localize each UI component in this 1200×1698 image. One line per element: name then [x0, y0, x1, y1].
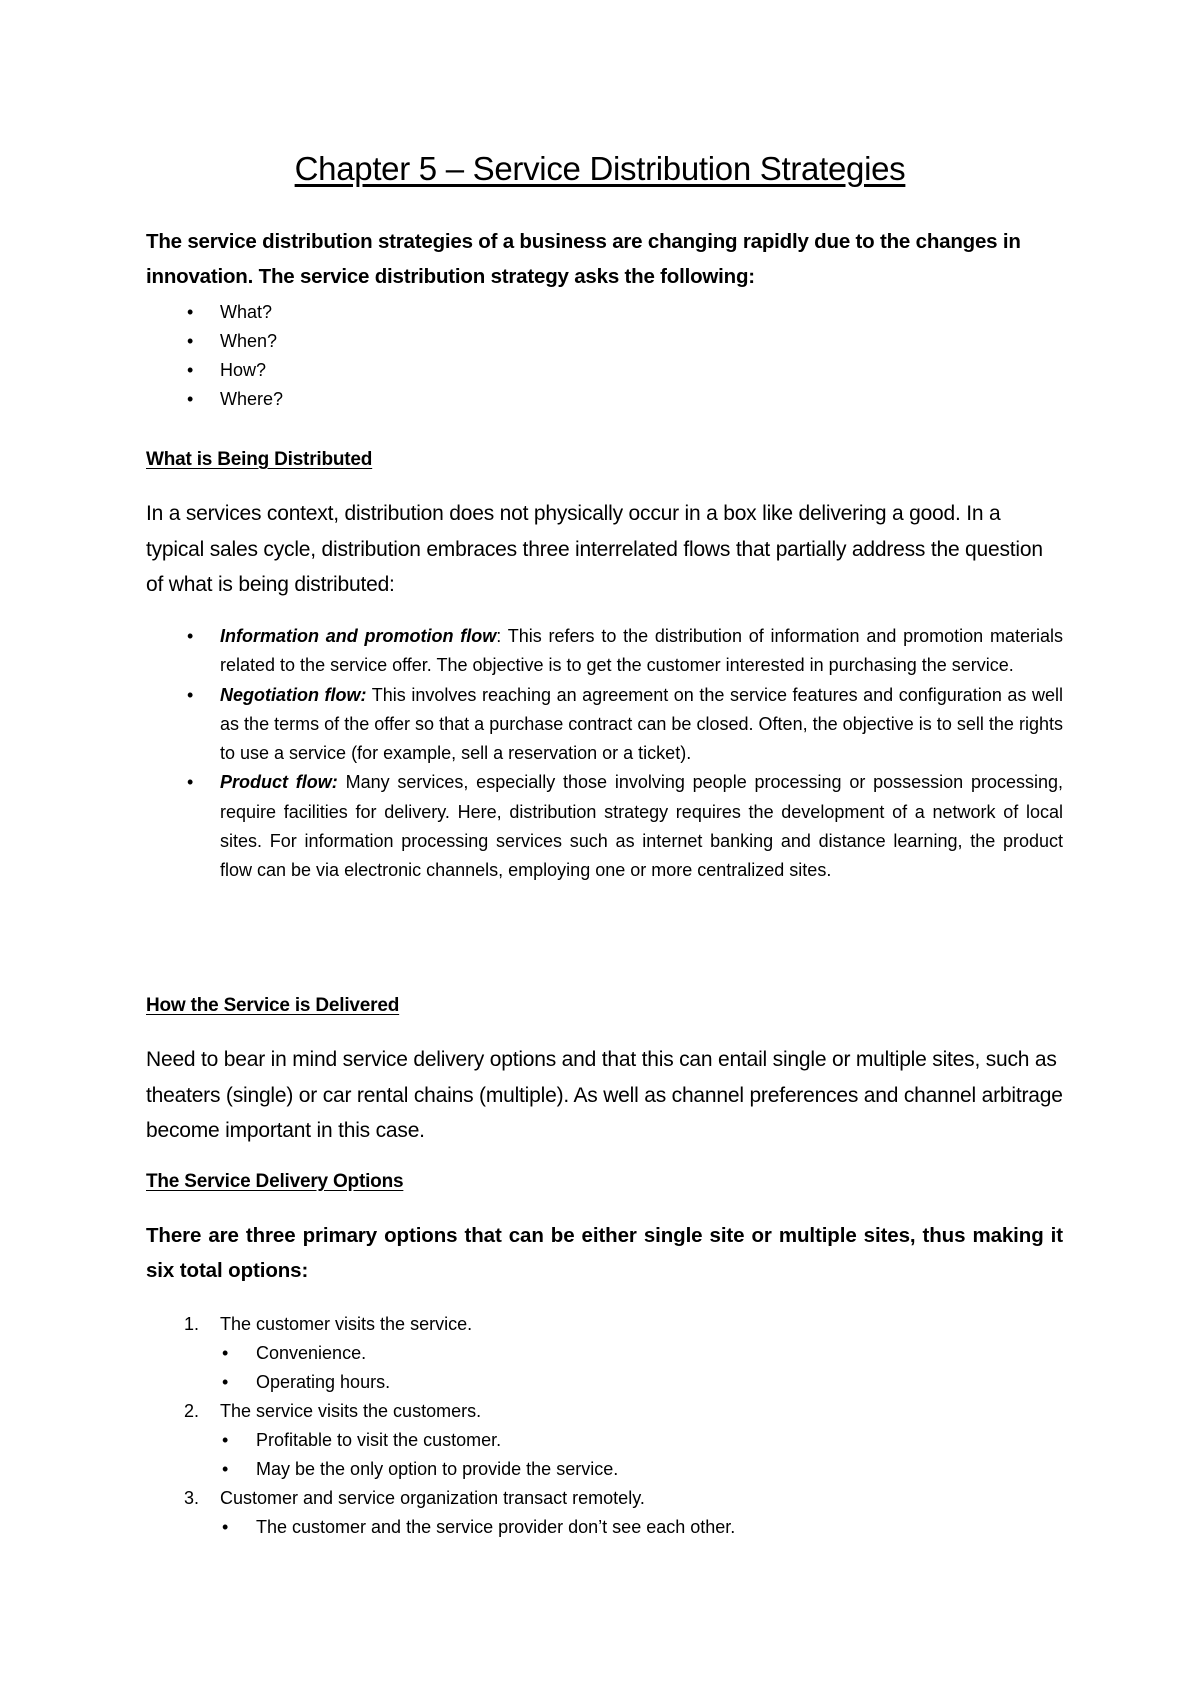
sub-list — [220, 1513, 1063, 1542]
list-item: • Operating hours. — [220, 1368, 1063, 1397]
sub-list — [220, 1426, 1063, 1484]
list-item: • When? — [146, 327, 1063, 356]
bullet-icon: • — [187, 331, 194, 351]
list-item: 1. The customer visits the service. • Convenience. • Operating hours. — [146, 1310, 1063, 1397]
list-item: • Product flow: Many services, especially those involving people processing or possession processing, require facilities for delivery. Here, distribution strategy requires the development of a network of local sites. For information processing services such as internet banking and distance learning, the product flow can be via electronic channels, employing one or more centralized sites. — [146, 768, 1063, 885]
section-heading-what-distributed: What is Being Distributed — [146, 449, 373, 470]
bullet-icon: • — [222, 1459, 229, 1479]
bullet-icon: • — [222, 1517, 229, 1537]
section3-paragraph: There are three primary options that can be either single site or multiple sites, thus making it six total options: — [146, 1224, 1063, 1282]
section-heading-delivery-options: The Service Delivery Options — [146, 1171, 404, 1192]
list-item: • Information and promotion flow: This refers to the distribution of information and promotion materials related to the service offer. The objective is to get the customer interested in purchasing the service. — [146, 622, 1063, 681]
bullet-icon: • — [187, 360, 194, 380]
list-item: • Where? — [146, 385, 1063, 414]
list-item: • Convenience. — [220, 1339, 1063, 1368]
section2-paragraph: Need to bear in mind service delivery options and that this can entail single or multiple sites, such as theaters (single) or car rental chains (multiple). As well as channel preferences and channel arbitrage become important in this case. — [146, 1048, 1063, 1142]
bullet-icon: • — [187, 684, 194, 705]
bullet-icon: • — [222, 1372, 229, 1392]
delivery-options-list — [146, 1310, 1063, 1542]
list-item: • How? — [146, 356, 1063, 385]
bullet-icon: • — [187, 772, 194, 793]
list-item: • The customer and the service provider don’t see each other. — [220, 1513, 1063, 1542]
page-title: Chapter 5 – Service Distribution Strategies — [294, 150, 906, 187]
bullet-icon: • — [187, 626, 194, 646]
list-item: • What? — [146, 298, 1063, 327]
list-item: • Profitable to visit the customer. — [220, 1426, 1063, 1455]
bullet-icon: • — [187, 389, 194, 409]
list-item: • Negotiation flow: This involves reaching an agreement on the service features and configuration as well as the terms of the offer so that a purchase contract can be closed. Often, the objective is to sell the rights to use a service (for example, sell a reservation or a ticket). — [146, 681, 1063, 769]
bullet-icon: • — [222, 1343, 229, 1363]
questions-list — [146, 298, 1063, 414]
intro-paragraph: The service distribution strategies of a business are changing rapidly due to the changes in innovation. The service distribution strategy asks the following: — [146, 230, 1021, 288]
bullet-icon: • — [187, 302, 194, 322]
bullet-icon: • — [222, 1430, 229, 1450]
list-item: 3. Customer and service organization transact remotely. • The customer and the service provider don’t see each other. — [146, 1484, 1063, 1542]
sub-list — [220, 1339, 1063, 1397]
list-item: 2. The service visits the customers. • Profitable to visit the customer. • May be the only option to provide the service. — [146, 1397, 1063, 1484]
flows-list — [146, 622, 1063, 886]
section1-paragraph: In a services context, distribution does not physically occur in a box like delivering a good. In a typical sales cycle, distribution embraces three interrelated flows that partially address the question of what is being distributed: — [146, 502, 1043, 596]
section-heading-how-delivered: How the Service is Delivered — [146, 995, 400, 1016]
list-item: • May be the only option to provide the service. — [220, 1455, 1063, 1484]
